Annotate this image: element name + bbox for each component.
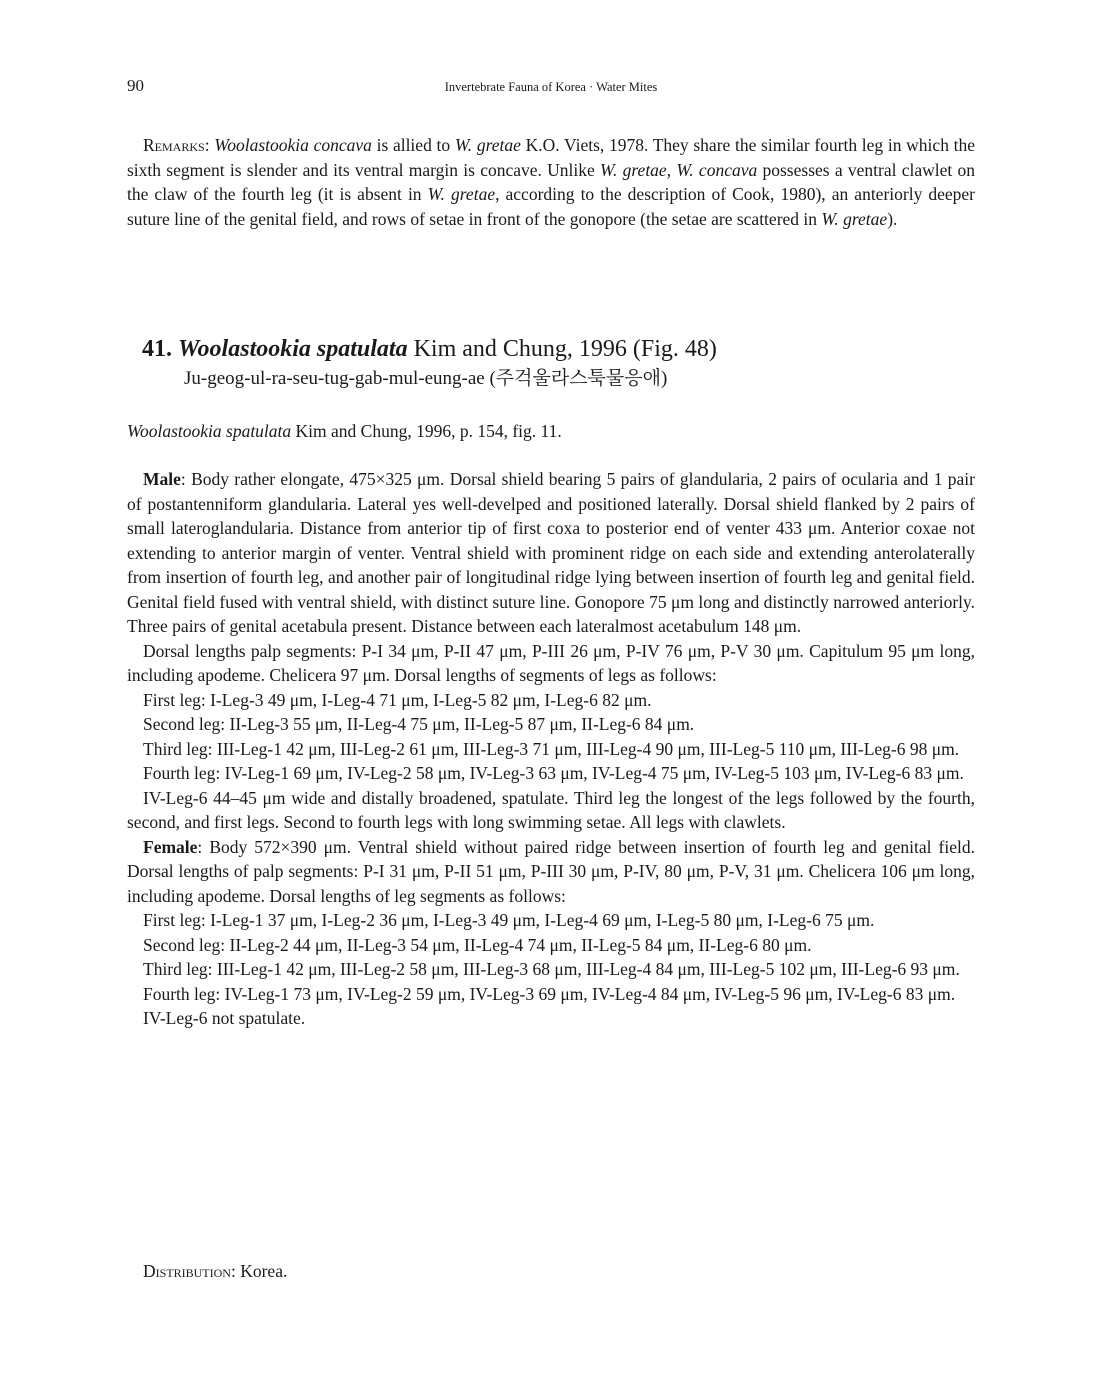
page-header	[127, 76, 975, 98]
male-fourth-leg: Fourth leg: IV-Leg-1 69 μm, IV-Leg-2 58 μm, IV-Leg-3 63 μm, IV-Leg-4 75 μm, IV-Leg-5 103 μm, IV-Leg-6 83 μm.	[143, 763, 964, 783]
remarks-taxon-5: W. gretae, W. concava	[600, 159, 758, 180]
male-palp-paragraph: Dorsal lengths palp segments: P-I 34 μm, P-II 47 μm, P-III 26 μm, P-IV 76 μm, P-V 30 μm. Capitulum 95 μm long, including apodeme. Chelicera 97 μm. Dorsal lengths of segments of legs as follows:	[127, 640, 975, 685]
male-spatulate-paragraph: IV-Leg-6 44–45 μm wide and distally broadened, spatulate. Third leg the longest of the legs followed by the fourth, second, and first legs. Second to fourth legs with long swimming setae. All legs with clawlets.	[127, 787, 975, 832]
remarks-heading: Remarks	[143, 135, 205, 155]
remarks-text-6: possesses a ventral clawlet on the claw of the fourth leg (it is absent in	[127, 159, 975, 204]
synonym-reference: Kim and Chung, 1996, p. 154, fig. 11.	[291, 421, 562, 441]
page-number: 90	[127, 76, 144, 95]
female-paragraph	[127, 835, 975, 909]
species-title	[142, 334, 962, 364]
male-second-leg: Second leg: II-Leg-3 55 μm, II-Leg-4 75 μm, II-Leg-5 87 μm, II-Leg-6 84 μm.	[143, 714, 695, 734]
remarks-text-2: is allied to	[371, 135, 455, 155]
female-fourth-leg: Fourth leg: IV-Leg-1 73 μm, IV-Leg-2 59 μm, IV-Leg-3 69 μm, IV-Leg-4 84 μm, IV-Leg-5 96 μm, IV-Leg-6 83 μm.	[143, 983, 956, 1004]
synonym-name: Woolastookia spatulata	[127, 421, 292, 441]
male-separator: :	[180, 469, 192, 489]
remarks-taxon-1: Woolastookia concava	[214, 135, 372, 155]
species-number: 41.	[142, 336, 172, 362]
remarks-section	[127, 133, 975, 231]
male-third-leg: Third leg: III-Leg-1 42 μm, III-Leg-2 61 μm, III-Leg-3 71 μm, III-Leg-4 90 μm, III-Leg-5 110 μm, III-Leg-6 98 μm.	[143, 738, 960, 759]
female-description: Body 572×390 μm. Ventral shield without paired ridge between insertion of fourth leg and genital field. Dorsal lengths of palp segments: P-I 31 μm, P-II 51 μm, P-III 30 μm, P-IV, 80 μm, P-V, 31 μm. Chelicera 106 μm long, including apodeme. Dorsal lengths of leg segments as follows:	[127, 836, 975, 906]
description-section	[127, 467, 975, 1031]
remarks-taxon-3: W. gretae	[454, 135, 521, 155]
remarks-text-4: K.O. Viets, 1978. They share the similar fourth leg in which the sixth segment is slender and its ventral margin is concave. Unlike	[127, 135, 976, 180]
species-name: Woolastookia spatulata	[178, 336, 408, 362]
species-heading	[142, 334, 962, 392]
species-authority: Kim and Chung, 1996 (Fig. 48)	[407, 336, 717, 362]
korean-name: Ju-geog-ul-ra-seu-tug-gab-mul-eung-ae (주걱울라스툭물응애)	[184, 368, 668, 389]
remarks-paragraph	[127, 133, 975, 231]
remarks-separator: :	[204, 135, 215, 155]
female-third-leg: Third leg: III-Leg-1 42 μm, III-Leg-2 58 μm, III-Leg-3 68 μm, III-Leg-4 84 μm, III-Leg-5 102 μm, III-Leg-6 93 μm.	[143, 959, 960, 979]
female-first-leg: First leg: I-Leg-1 37 μm, I-Leg-2 36 μm, I-Leg-3 49 μm, I-Leg-4 69 μm, I-Leg-5 80 μm, I-Leg-6 75 μm.	[143, 910, 875, 930]
remarks-taxon-7: W. gretae	[427, 184, 496, 204]
distribution-text: Korea.	[240, 1261, 288, 1281]
male-paragraph	[127, 467, 975, 639]
distribution-section	[143, 1259, 287, 1283]
remarks-text-10: ).	[887, 208, 898, 229]
female-label: Female	[143, 836, 198, 857]
distribution-separator: :	[230, 1261, 241, 1281]
distribution-heading: Distribution	[143, 1261, 231, 1281]
male-description: Body rather elongate, 475×325 μm. Dorsal shield bearing 5 pairs of glandularia, 2 pairs of ocularia and 1 pair of postantenniform glandularia. Lateral yes well-develped and positioned laterally. Dorsal shield flanked by 2 pairs of small lateroglandularia. Distance from anterior tip of first coxa to posterior end of venter 433 μm. Anterior coxae not extending to anterior margin of venter. Ventral shield with prominent ridge on each side and extending anterolaterally from insertion of fourth leg, and another pair of longitudinal ridge lying between insertion of fourth leg and genital field. Genital field fused with ventral shield, with distinct suture line. Gonopore 75 μm long and distinctly narrowed anteriorly. Three pairs of genital acetabula present. Distance between each lateralmost acetabulum 148 μm.	[127, 469, 975, 636]
female-separator: :	[197, 836, 210, 857]
running-head: Invertebrate Fauna of Korea · Water Mites	[444, 80, 658, 94]
female-not-spatulate: IV-Leg-6 not spatulate.	[143, 1008, 306, 1028]
synonym-citation	[127, 419, 562, 443]
male-first-leg: First leg: I-Leg-3 49 μm, I-Leg-4 71 μm, I-Leg-5 82 μm, I-Leg-6 82 μm.	[143, 689, 652, 710]
remarks-text-8: , according to the description of Cook, 1980), an anteriorly deeper suture line of the genital field, and rows of setae in front of the gonopore (the setae are scattered in	[127, 184, 976, 229]
male-label: Male	[143, 469, 181, 489]
remarks-taxon-9: W. gretae	[821, 208, 888, 229]
female-second-leg: Second leg: II-Leg-2 44 μm, II-Leg-3 54 μm, II-Leg-4 74 μm, II-Leg-5 84 μm, II-Leg-6 80 μm.	[143, 934, 812, 955]
